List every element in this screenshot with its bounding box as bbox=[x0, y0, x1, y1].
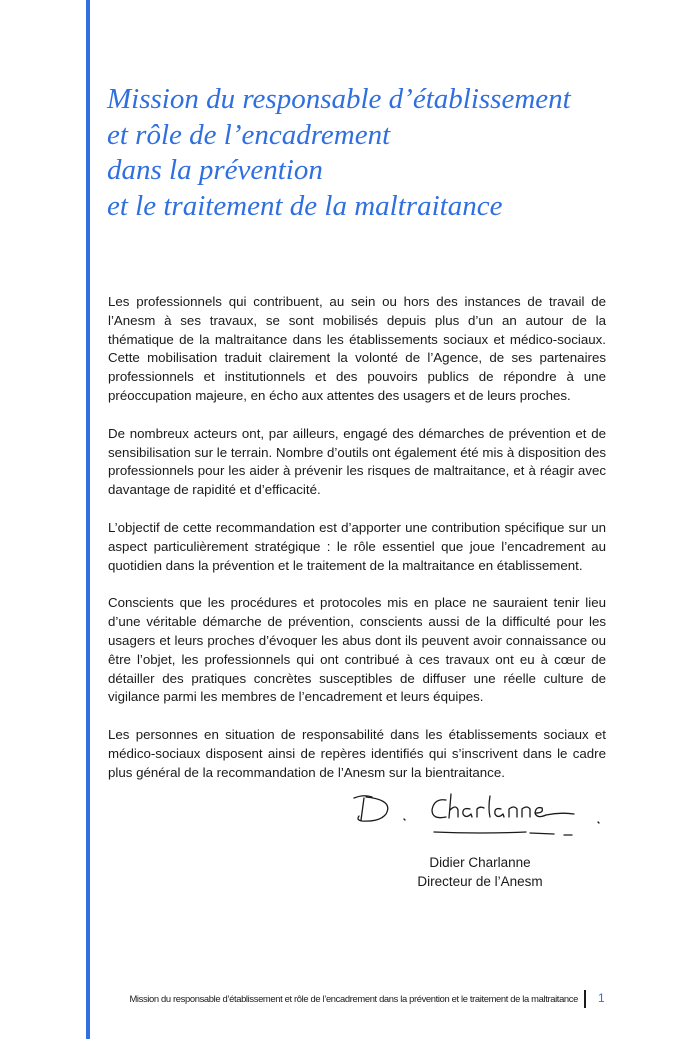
paragraph-2: De nombreux acteurs ont, par ailleurs, engagé des démarches de prévention et de sensibilisation sur le terrain. Nombre d’outils ont également été mis à disposition des professionnels pour les aider à prévenir les risques de maltraitance, et à réagir avec davantage de rapidité et d’efficacité. bbox=[108, 425, 606, 498]
paragraph-1: Les professionnels qui contribuent, au sein ou hors des instances de travail de l’Anesm à ses travaux, se sont mobilisés depuis plus d’un an autour de la thématique de la maltraitance dans les établissements sociaux et médico-sociaux. Cette mobilisation traduit clairement la volonté de l’Agence, de ses partenaires professionnels et institutionnels et des pouvoirs publics de répondre à une préoccupation majeure, en écho aux attentes des usagers et de leurs proches. bbox=[108, 294, 606, 403]
signatory-name: Didier Charlanne bbox=[429, 855, 531, 870]
page-title bbox=[107, 82, 667, 224]
title-line-3: dans la prévention bbox=[107, 154, 323, 186]
left-margin-rule bbox=[86, 0, 90, 1039]
paragraph-4: Conscients que les procédures et protocoles mis en place ne sauraient tenir lieu d’une véritable démarche de prévention, conscients aussi de la difficulté pour les usagers et leurs proches d’évoquer les abus dont ils peuvent avoir connaissance ou être l’objet, les professionnels qui ont contribué à ces travaux ont eu à cœur de détailler des pratiques concrètes susceptibles de diffuser une réelle culture de vigilance parmi les membres de l’encadrement et leurs équipes. bbox=[108, 595, 606, 705]
footer-divider bbox=[584, 990, 586, 1008]
signatory-role: Directeur de l’Anesm bbox=[417, 874, 543, 889]
title-line-4: et le traitement de la maltraitance bbox=[107, 189, 503, 222]
page-number: 1 bbox=[598, 991, 605, 1005]
footer-running-title: Mission du responsable d’établissement et rôle de l’encadrement dans la prévention et le traitement de la maltraitance bbox=[129, 993, 578, 1004]
signatory-block bbox=[400, 853, 560, 891]
handwritten-signature bbox=[350, 790, 610, 840]
paragraph-5: Les personnes en situation de responsabilité dans les établissements sociaux et médico-sociaux disposent ainsi de repères identifiés qui s’inscrivent dans le cadre plus général de la recommandation de l’Anesm sur la bientraitance. bbox=[108, 727, 606, 780]
paragraph-3: L’objectif de cette recommandation est d’apporter une contribution spécifique sur un aspect particulièrement stratégique : le rôle essentiel que joue l’encadrement au quotidien dans la prévention et le traitement de la maltraitance en établissement. bbox=[108, 519, 606, 573]
body-text bbox=[108, 293, 606, 802]
title-line-1: Mission du responsable d’établissement bbox=[107, 83, 571, 115]
signature-drawing bbox=[350, 790, 610, 840]
title-line-2: et rôle de l’encadrement bbox=[107, 118, 391, 151]
